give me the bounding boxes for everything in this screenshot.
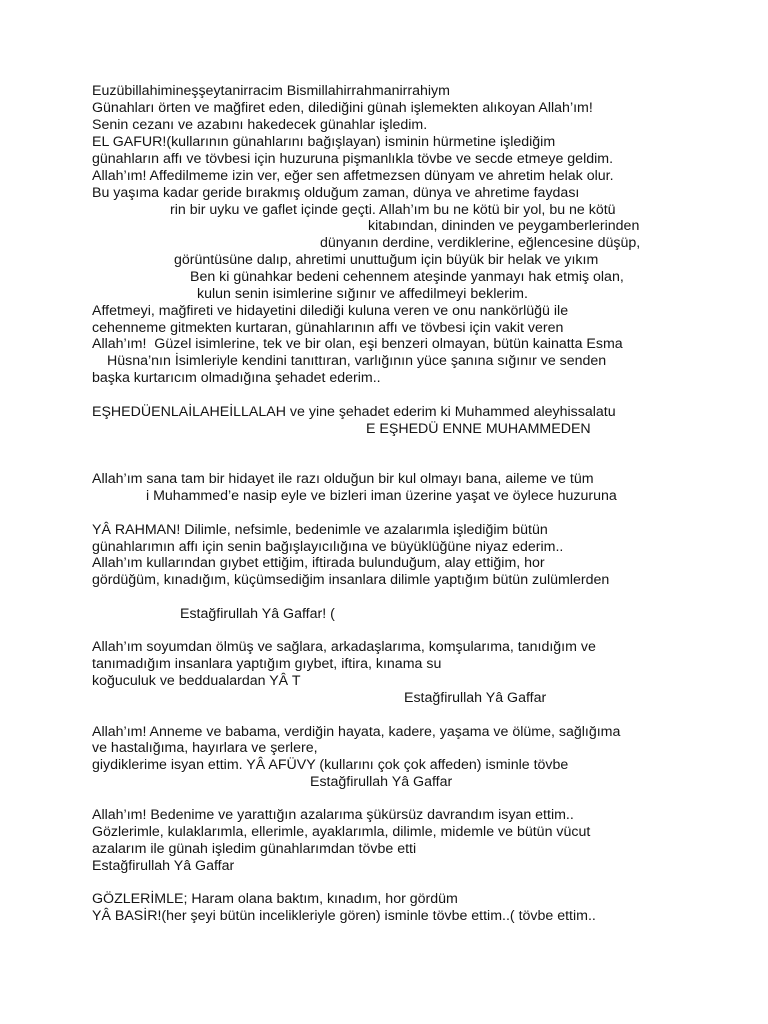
text-line: Bu yaşıma kadar geride bırakmış olduğum zaman, dünya ve ahretime faydası [92,185,580,201]
text-line: YÂ BASİR!(her şeyi bütün incelikleriyle gören) isminle tövbe ettim..( tövbe ettim.. [92,908,596,924]
text-line: E EŞHEDÜ ENNE MUHAMMEDEN [366,421,591,437]
text-line: Ben ki günahkar bedeni cehennem ateşinde yanmayı hak etmiş olan, [190,269,624,285]
text-line: EŞHEDÜENLAİLAHEİLLALAH ve yine şehadet ederim ki Muhammed aleyhissalatu [92,404,616,420]
text-line: Allah’ım kullarından gıybet ettiğim, iftirada bulunduğum, alay ettiğim, hor [92,555,545,571]
text-line: Allah’ım sana tam bir hidayet ile razı olduğun bir kul olmayı bana, aileme ve tüm [92,471,594,487]
text-line: giydiklerime isyan ettim. YÂ AFÜVY (kullarını çok çok affeden) isminle tövbe [92,757,569,773]
text-line: kulun senin isimlerine sığınır ve affedilmeyi beklerim. [197,286,528,302]
text-line: Allah’ım! Anneme ve babama, verdiğin hayata, kadere, yaşama ve ölüme, sağlığıma [92,724,621,740]
text-line: rin bir uyku ve gaflet içinde geçti. Allah’ım bu ne kötü bir yol, bu ne kötü [170,202,616,218]
text-line: dünyanın derdine, verdiklerine, eğlencesine düşüp, [320,235,641,251]
text-line: günahların affı ve tövbesi için huzuruna pişmanlıkla tövbe ve secde etmeye geldim. [92,151,614,167]
text-line: cehenneme gitmekten kurtaran, günahlarının affı ve tövbesi için vakit veren [92,320,564,336]
text-line: i Muhammed’e nasip eyle ve bizleri iman üzerine yaşat ve öylece huzuruna [146,488,617,504]
text-line: tanımadığım insanlara yaptığım gıybet, iftira, kınama su [92,656,442,672]
text-line: YÂ RAHMAN! Dilimle, nefsimle, bedenimle ve azalarımla işlediğim bütün [92,522,548,538]
text-line: azalarım ile günah işledim günahlarımdan tövbe etti [92,841,417,857]
text-line: Günahları örten ve mağfiret eden, dilediğini günah işlemekten alıkoyan Allah’ım! [92,100,593,116]
text-line: Allah’ım! Affedilmeme izin ver, eğer sen affetmezsen dünyam ve ahretim helak olur. [92,168,614,184]
text-line: Allah’ım! Bedenime ve yarattığın azalarıma şükürsüz davrandım isyan ettim.. [92,807,574,823]
text-line: Estağfirullah Yâ Gaffar [310,774,453,790]
text-line: günahlarımın affı için senin bağışlayıcılığına ve büyüklüğüne niyaz ederim.. [92,539,564,555]
text-line: başka kurtarıcım olmadığına şehadet ederim.. [92,370,381,386]
text-line: Estağfirullah Yâ Gaffar! ( [180,606,335,622]
text-line: Estağfirullah Yâ Gaffar [92,858,235,874]
text-line: koğuculuk ve beddualardan YÂ T [92,673,301,689]
text-line: Affetmeyi, mağfireti ve hidayetini dilediği kuluna veren ve onu nankörlüğü ile [92,303,569,319]
text-line: Allah’ım! Güzel isimlerine, tek ve bir olan, eşi benzeri olmayan, bütün kainatta Esma [92,336,623,352]
text-line: görüntüsüne dalıp, ahretimi unuttuğum için büyük bir helak ve yıkım [174,252,599,268]
text-line: Estağfirullah Yâ Gaffar [404,690,547,706]
text-line: kitabından, dininden ve peygamberlerinden [368,218,640,234]
text-line: ve hastalığıma, hayırlara ve şerlere, [92,740,318,756]
text-line: Hüsna’nın İsimleriyle kendini tanıttıran, varlığının yüce şanına sığınır ve senden [107,353,607,369]
text-line: Allah’ım soyumdan ölmüş ve sağlara, arkadaşlarıma, komşularıma, tanıdığım ve [92,639,596,655]
text-line: EL GAFUR!(kullarının günahlarını bağışlayan) isminin hürmetine işlediğim [92,134,556,150]
text-line: Gözlerimle, kulaklarımla, ellerimle, ayaklarımla, dilimle, midemle ve bütün vücut [92,824,591,840]
text-line: Senin cezanı ve azabını hakedecek günahlar işledim. [92,117,428,133]
text-line: GÖZLERİMLE; Haram olana baktım, kınadım, hor gördüm [92,891,458,907]
text-line: gördüğüm, kınadığım, küçümsediğim insanlara dilimle yaptığım bütün zulümlerden [92,572,610,588]
text-line: Euzübillahimineşşeytanirracim Bismillahirrahmanirrahiym [92,83,450,99]
